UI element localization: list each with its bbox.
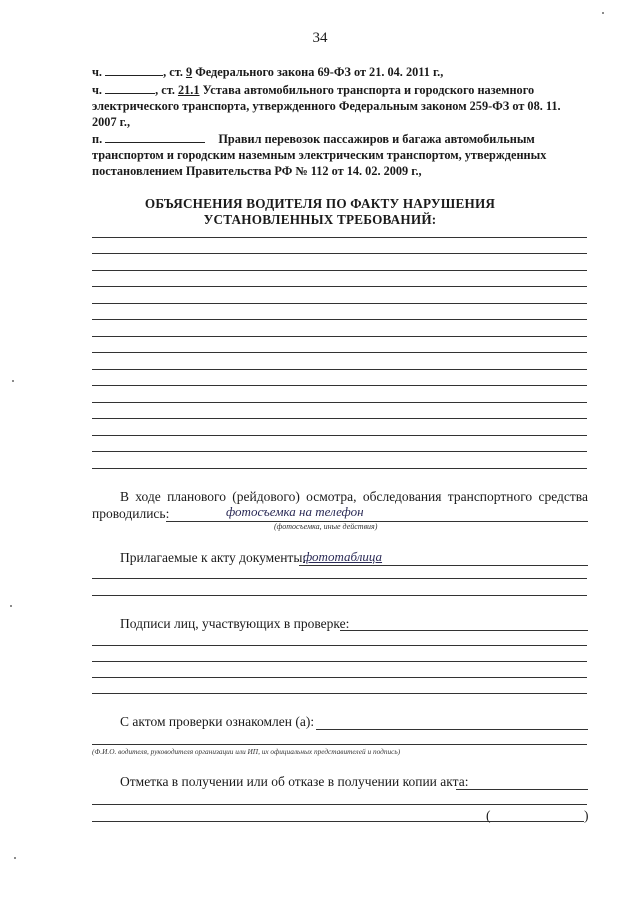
- receipt-label: Отметка в получении или об отказе в получении копии акта:: [120, 774, 469, 789]
- explanation-line[interactable]: [92, 451, 587, 452]
- receipt-signature-line[interactable]: [492, 821, 584, 822]
- point-blank: [105, 131, 205, 143]
- explanation-line[interactable]: [92, 402, 587, 403]
- acknowledgement-line[interactable]: [92, 744, 587, 745]
- legal-ref-line-6: транспортом и городским наземным электрическим транспортом, утвержденных: [92, 148, 547, 162]
- explanation-line[interactable]: [92, 352, 587, 353]
- page-number: 34: [312, 30, 328, 46]
- explanation-line[interactable]: [92, 253, 587, 254]
- article-prefix: , ст.: [155, 83, 175, 97]
- legal-ref-line-2: [92, 82, 588, 98]
- acknowledgement-hint: (Ф.И.О. водителя, руководителя организации или ИП, их официальных представителей и подпись): [92, 747, 401, 756]
- part-prefix: ч.: [92, 83, 103, 97]
- rules-reference: Правил перевозок пассажиров и багажа автомобильным: [218, 132, 535, 146]
- section-title-line-1: ОБЪЯСНЕНИЯ ВОДИТЕЛЯ ПО ФАКТУ НАРУШЕНИЯ: [144, 196, 496, 211]
- charter-reference: Устава автомобильного транспорта и городского наземного: [202, 83, 535, 97]
- part-blank: [105, 64, 163, 76]
- article-prefix: , ст.: [163, 65, 183, 79]
- law-reference: Федерального закона 69-ФЗ от 21. 04. 2011 г.,: [195, 65, 444, 79]
- explanation-line[interactable]: [92, 303, 587, 304]
- explanation-line[interactable]: [92, 237, 587, 238]
- explanation-line[interactable]: [92, 468, 587, 469]
- scan-speck: [602, 12, 604, 14]
- signatures-line[interactable]: [92, 693, 587, 694]
- receipt-field-line[interactable]: [456, 789, 588, 790]
- explanation-line[interactable]: [92, 286, 587, 287]
- explanation-line[interactable]: [92, 385, 587, 386]
- part-blank: [105, 82, 155, 94]
- receipt-line[interactable]: [92, 804, 587, 805]
- article-number: 21.1: [177, 83, 200, 97]
- explanation-line[interactable]: [92, 435, 587, 436]
- section-title-line-2: УСТАНОВЛЕННЫХ ТРЕБОВАНИЙ:: [203, 212, 437, 227]
- signatures-label: Подписи лиц, участвующих в проверке:: [120, 616, 350, 631]
- attachments-field-line: [299, 565, 588, 566]
- attachments-value[interactable]: фототаблица: [303, 549, 383, 564]
- acknowledgement-field-line[interactable]: [316, 729, 588, 730]
- receipt-line[interactable]: [92, 821, 492, 822]
- attachments-line[interactable]: [92, 578, 587, 579]
- article-number: 9: [185, 65, 193, 79]
- signatures-line[interactable]: [92, 661, 587, 662]
- explanation-line[interactable]: [92, 319, 587, 320]
- point-prefix: п.: [92, 132, 103, 146]
- explanation-line[interactable]: [92, 270, 587, 271]
- inspection-label: проводились:: [92, 506, 170, 521]
- section-title: [0, 196, 640, 228]
- attachments-line[interactable]: [92, 595, 587, 596]
- inspection-text: В ходе планового (рейдового) осмотра, обследования транспортного средства: [120, 489, 588, 504]
- inspection-value[interactable]: фотосъемка на телефон: [226, 504, 364, 519]
- acknowledgement-label: С актом проверки ознакомлен (а):: [120, 714, 315, 729]
- signatures-line[interactable]: [92, 645, 587, 646]
- legal-ref-line-1: [92, 64, 443, 80]
- receipt-paren-close: ): [584, 808, 589, 823]
- legal-ref-line-7: постановлением Правительства РФ № 112 от 14. 02. 2009 г.,: [92, 164, 422, 178]
- scan-speck: [10, 605, 12, 607]
- part-prefix: ч.: [92, 65, 103, 79]
- receipt-paren-open: (: [486, 808, 491, 823]
- signatures-field-line[interactable]: [340, 630, 588, 631]
- signatures-line[interactable]: [92, 677, 587, 678]
- legal-ref-line-3: электрического транспорта, утвержденного Федеральным законом 259-ФЗ от 08. 11.: [92, 99, 561, 113]
- inspection-hint: (фотосъемка, иные действия): [274, 522, 378, 531]
- scan-speck: [12, 380, 14, 382]
- scan-speck: [14, 857, 16, 859]
- explanation-line[interactable]: [92, 369, 587, 370]
- explanation-line[interactable]: [92, 418, 587, 419]
- attachments-label: Прилагаемые к акту документы:: [120, 550, 307, 565]
- legal-ref-line-5: [92, 131, 588, 147]
- legal-ref-line-4: 2007 г.,: [92, 115, 131, 129]
- explanation-line[interactable]: [92, 336, 587, 337]
